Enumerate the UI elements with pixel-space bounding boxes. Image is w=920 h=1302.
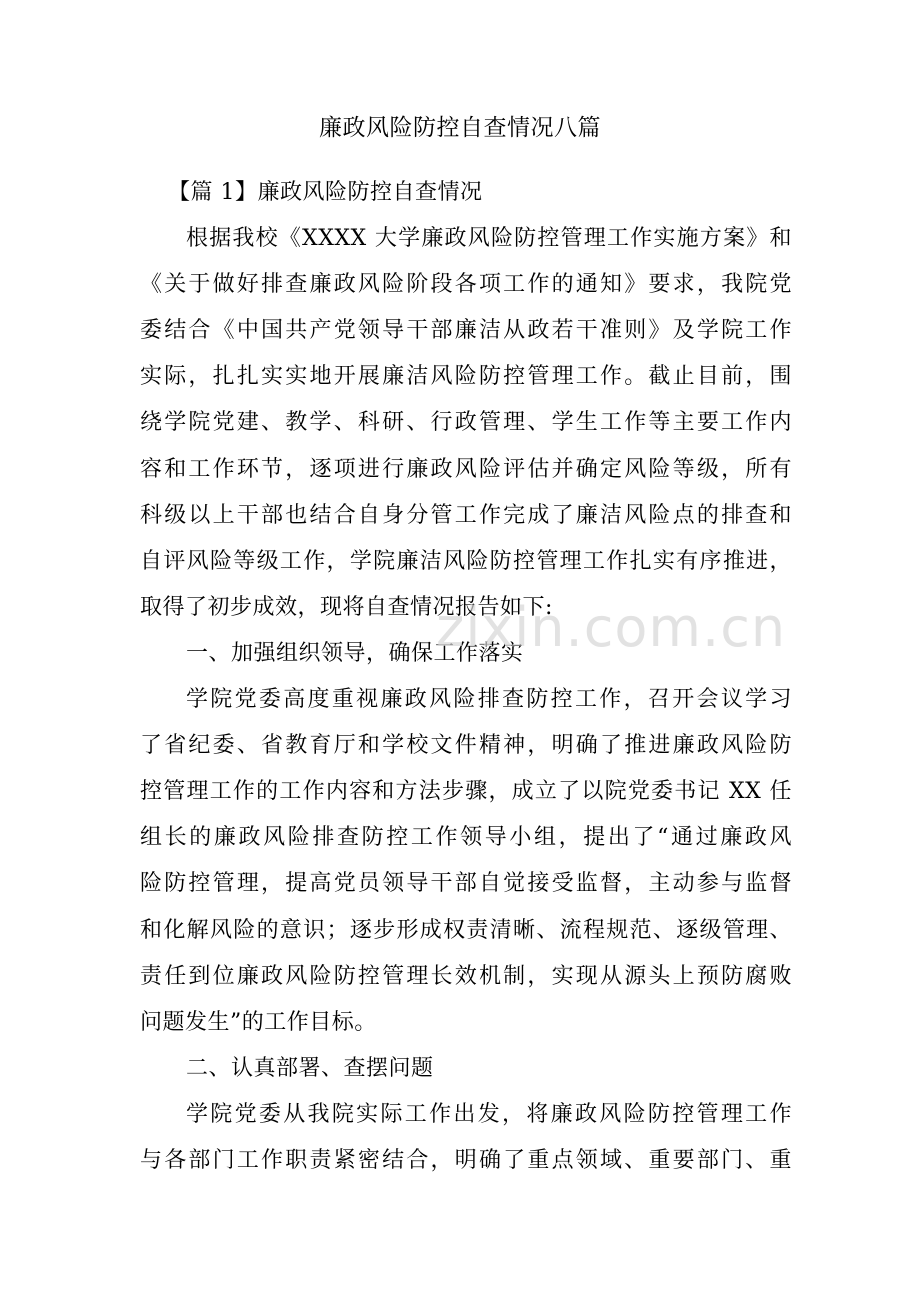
document-body [140, 170, 792, 1184]
body-line: 实际，扎扎实实地开展廉洁风险防控管理工作。截止目前，围 [140, 364, 792, 390]
body-line: 《关于做好排查廉政风险阶段各项工作的通知》要求，我院党 [140, 272, 792, 298]
body-line: 控管理工作的工作内容和方法步骤，成立了以院党委书记 XX 任 [140, 779, 792, 805]
body-line: 组长的廉政风险排查防控工作领导小组，提出了“通过廉政风 [140, 825, 792, 851]
body-line: 与各部门工作职责紧密结合，明确了重点领域、重要部门、重 [140, 1147, 792, 1173]
body-line: 二、认真部署、查摆问题 [186, 1055, 434, 1081]
body-line: 科级以上干部也结合自身分管工作完成了廉洁风险点的排查和 [140, 502, 792, 528]
body-line: 绕学院党建、教学、科研、行政管理、学生工作等主要工作内 [140, 410, 792, 436]
body-line: 根据我校《XXXX 大学廉政风险防控管理工作实施方案》和 [186, 226, 792, 252]
body-line: 险防控管理，提高党员领导干部自觉接受监督，主动参与监督 [140, 871, 792, 897]
body-line: 问题发生”的工作目标。 [140, 1009, 377, 1035]
document-title: 廉政风险防控自查情况八篇 [319, 115, 601, 141]
body-line: 自评风险等级工作，学院廉洁风险防控管理工作扎实有序推进， [140, 548, 792, 574]
body-line: 学院党委高度重视廉政风险排查防控工作，召开会议学习 [186, 687, 792, 713]
body-line: 了省纪委、省教育厅和学校文件精神，明确了推进廉政风险防 [140, 733, 792, 759]
body-line: 学院党委从我院实际工作出发，将廉政风险防控管理工作 [186, 1101, 792, 1127]
body-line: 和化解风险的意识；逐步形成权责清晰、流程规范、逐级管理、 [140, 917, 792, 943]
body-line: 一、加强组织领导，确保工作落实 [186, 640, 524, 666]
body-line: 容和工作环节，逐项进行廉政风险评估并确定风险等级，所有 [140, 456, 792, 482]
body-line: 取得了初步成效，现将自查情况报告如下: [140, 594, 553, 620]
body-line: 责任到位廉政风险防控管理长效机制，实现从源头上预防腐败 [140, 963, 792, 989]
body-line: 【篇 1】廉政风险防控自查情况 [168, 180, 483, 205]
body-line: 委结合《中国共产党领导干部廉洁从政若干准则》及学院工作 [140, 318, 792, 344]
watermark: zixin.com.cn [436, 596, 787, 659]
